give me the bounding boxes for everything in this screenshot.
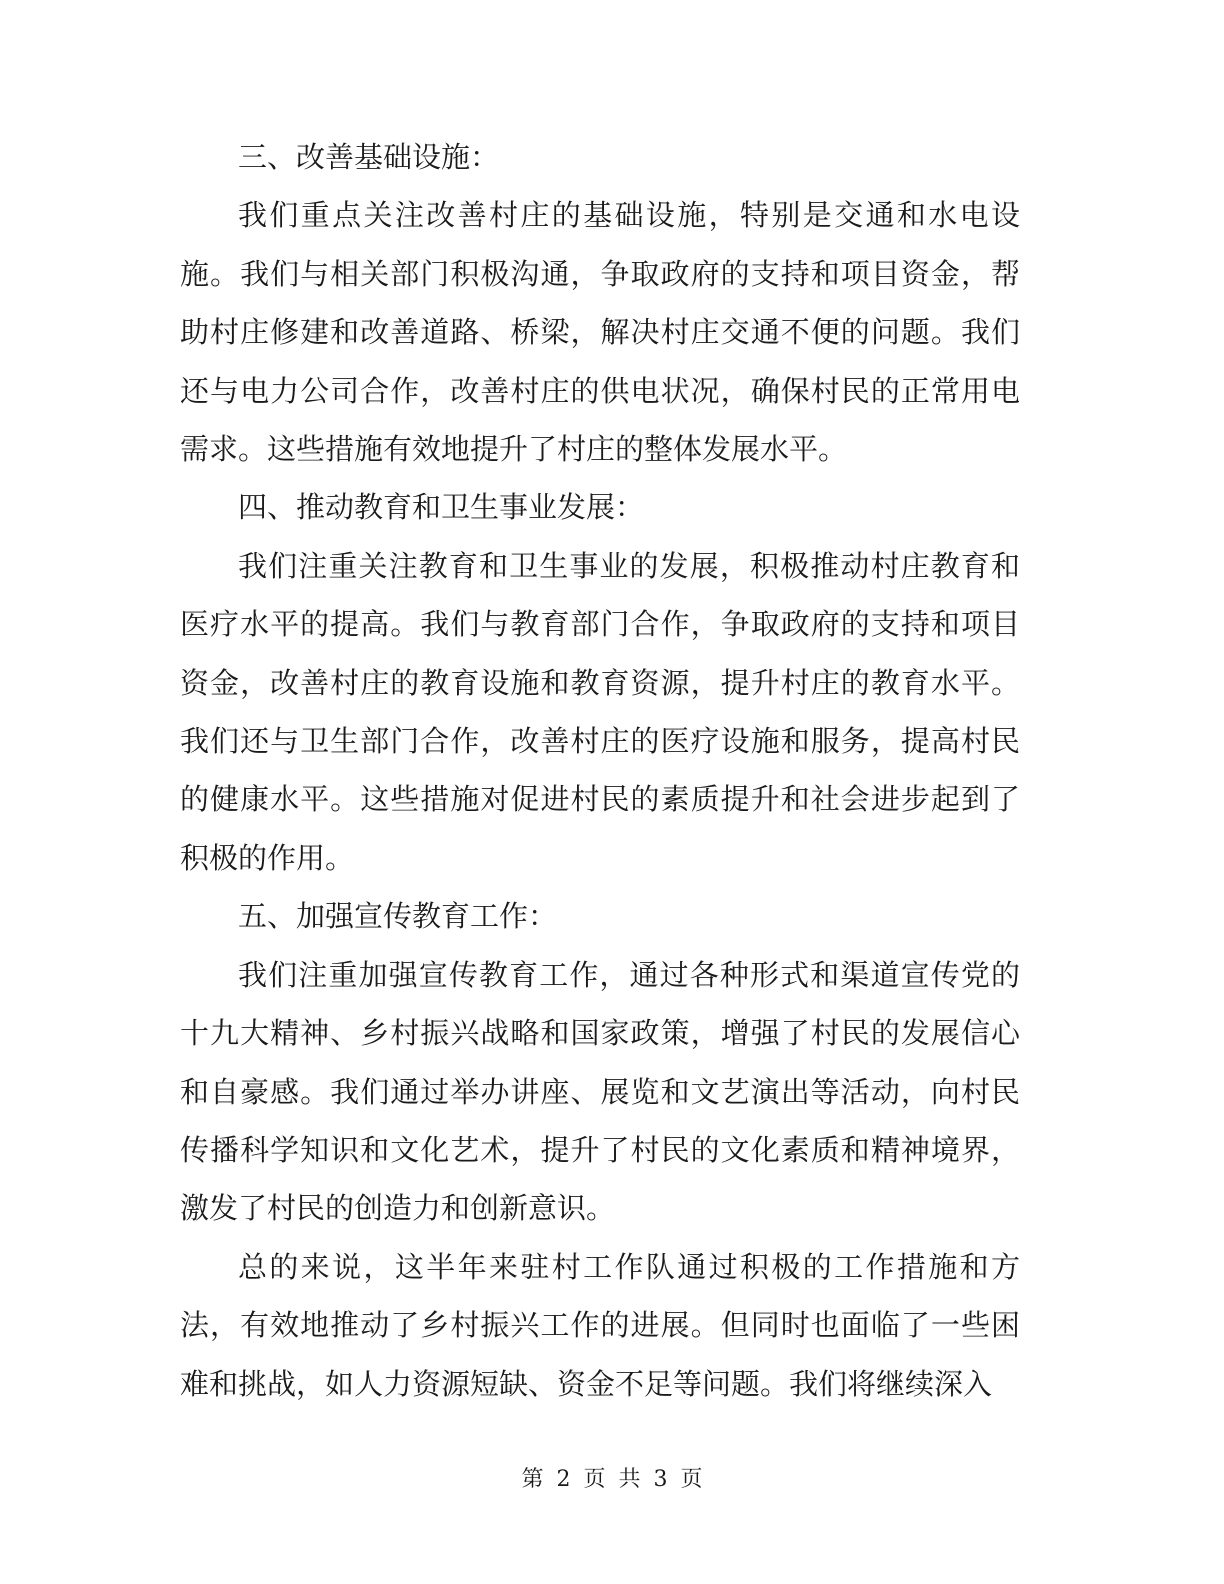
paragraph-infrastructure: 我们重点关注改善村庄的基础设施，特别是交通和水电设施。我们与相关部门积极沟通，争取政府的支持和项目资金，帮助村庄修建和改善道路、桥梁，解决村庄交通不便的问题。我们还与电力公司合作，改善村庄的供电状况，确保村民的正常用电需求。这些措施有效地提升了村庄的整体发展水平。 bbox=[180, 198, 1020, 467]
section-heading-publicity: 五、加强宣传教育工作： bbox=[238, 899, 558, 934]
document-body bbox=[180, 128, 1020, 1413]
paragraph-summary: 总的来说，这半年来驻村工作队通过积极的工作措施和方法，有效地推动了乡村振兴工作的进展。但同时也面临了一些困难和挑战，如人力资源短缺、资金不足等问题。我们将继续深入 bbox=[180, 1249, 1020, 1401]
section-heading-infrastructure: 三、改善基础设施： bbox=[238, 140, 500, 174]
page-number-footer: 第 2 页 共 3 页 bbox=[521, 1467, 703, 1492]
paragraph-education-health: 我们注重关注教育和卫生事业的发展，积极推动村庄教育和医疗水平的提高。我们与教育部门合作，争取政府的支持和项目资金，改善村庄的教育设施和教育资源，提升村庄的教育水平。我们还与卫生部门合作，改善村庄的医疗设施和服务，提高村民的健康水平。这些措施对促进村民的素质提升和社会进步起到了积极的作用。 bbox=[180, 548, 1020, 875]
section-heading-education-health: 四、推动教育和卫生事业发展： bbox=[238, 490, 645, 525]
paragraph-publicity: 我们注重加强宣传教育工作，通过各种形式和渠道宣传党的十九大精神、乡村振兴战略和国家政策，增强了村民的发展信心和自豪感。我们通过举办讲座、展览和文艺演出等活动，向村民传播科学知识和文化艺术，提升了村民的文化素质和精神境界，激发了村民的创造力和创新意识。 bbox=[180, 957, 1020, 1226]
